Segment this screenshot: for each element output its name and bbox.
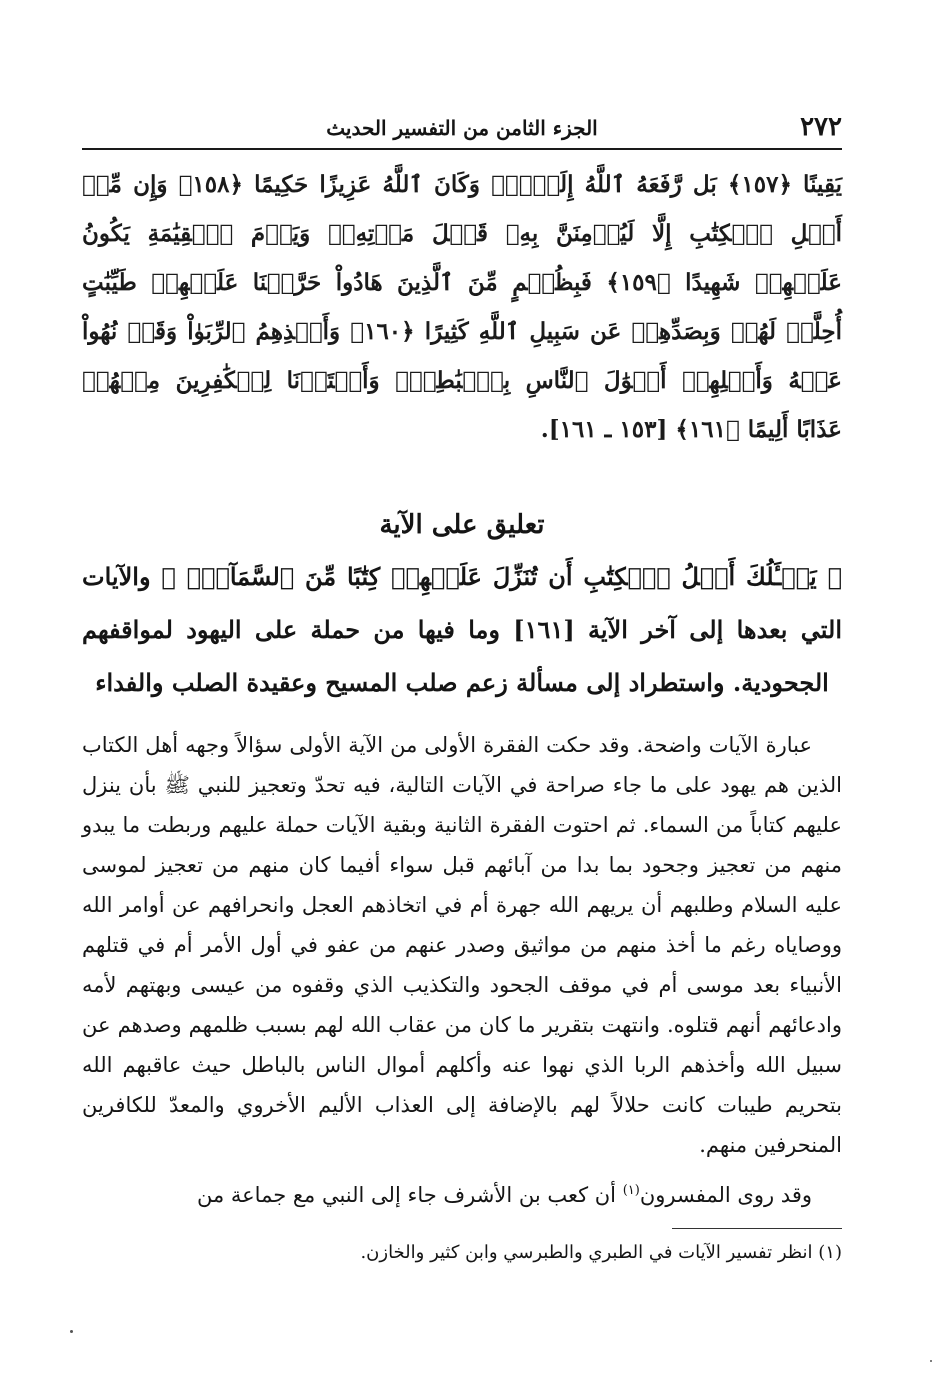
section-heading: تعليق على الآية [379,510,545,540]
running-head: الجزء الثامن من التفسير الحديث [326,116,598,140]
body-paragraph-2 [82,1175,842,1215]
footnote-marker: (١) [622,1183,640,1198]
verse-range: [١٥٣ ـ ١٦١]. [540,416,668,443]
verses-text: يَقِينًا ﴿١٥٧﴾ بَل رَّفَعَهُ ٱللَّهُ إِلَيۡهِۚ وَكَانَ ٱللَّهُ عَزِيزًا حَكِيمًا ﴿١٥٨﴾ وَإِن مِّنۡ أَهۡلِ ٱلۡكِتَٰبِ إِلَّا لَيُؤۡمِنَنَّ بِهِۦ قَبۡلَ مَوۡتِهِۦۖ وَيَوۡمَ ٱلۡقِيَٰمَةِ يَكُونُ عَلَيۡهِمۡ شَهِيدًا ﴿١٥٩﴾ فَبِظُلۡمٍ مِّنَ ٱلَّذِينَ هَادُواْ حَرَّمۡنَا عَلَيۡهِمۡ طَيِّبَٰتٍ أُحِلَّتۡ لَهُمۡ وَبِصَدِّهِمۡ عَن سَبِيلِ ٱللَّهِ كَثِيرًا ﴿١٦٠﴾ وَأَخۡذِهِمُ ٱلرِّبَوٰاْ وَقَدۡ نُهُواْ عَنۡهُ وَأَكۡلِهِمۡ أَمۡوَٰلَ ٱلنَّاسِ بِٱلۡبَٰطِلِۚ وَأَعۡتَدۡنَا لِلۡكَٰفِرِينَ مِنۡهُمۡ عَذَابًا أَلِيمًا ﴿١٦١﴾ [82,171,842,443]
footnote-separator [672,1228,842,1229]
paragraph-2-start: وقد روى المفسرون [639,1183,812,1207]
scan-speck [70,1330,73,1333]
scan-speck [930,1360,932,1362]
footnote: (١) انظر تفسير الآيات في الطبري والطبرسي وابن كثير والخازن. [360,1242,842,1263]
paragraph-2-end: أن كعب بن الأشرف جاء إلى النبي مع جماعة من [196,1183,623,1207]
body-paragraph-1: عبارة الآيات واضحة. وقد حكت الفقرة الأولى من الآية الأولى سؤالاً وجهه أهل الكتاب الذين هم يهود على ما جاء صراحة في الآيات التالية، فيه تحدّ وتعجيز للنبي ﷺ بأن ينزل عليهم كتاباً من السماء. ثم احتوت الفقرة الثانية وبقية الآيات حملة عليهم وربطت ما يبدو منهم من تعجيز وجحود بما بدا من آبائهم قبل سواء أفيما كان منهم من تعجيز لموسى عليه السلام وطلبهم أن يريهم الله جهرة أم في اتخاذهم العجل وانحرافهم عن أوامر الله ووصاياه رغم ما أخذ منهم من مواثيق وصدر عنهم من عفو في أول الأمر أم في قتلهم الأنبياء بعد موسى أم في موقف الجحود والتكذيب الذي وقفوه من عيسى وبهتهم لأمه وادعائهم أنهم قتلوه. وانتهت بتقرير ما كان من عقاب الله لهم بسبب ظلمهم وصدهم عن سبيل الله وأخذهم الربا الذي نهوا عنه وأكلهم أموال الناس بالباطل حيث عاقبهم الله بتحريم طيبات كانت حلالاً لهم بالإضافة إلى العذاب الأليم الأخروي والمعدّ للكافرين المنحرفين منهم. [82,733,842,1157]
book-page [82,110,842,1263]
quran-verses [82,160,842,454]
section-subheading: ﴿ يَسۡـَٔلُكَ أَهۡلُ ٱلۡكِتَٰبِ أَن تُنَزِّلَ عَلَيۡهِمۡ كِتَٰبًا مِّنَ ٱلسَّمَآءِۚ ﴾ والآيات التي بعدها إلى آخر الآية [١٦١] وما فيها من حملة على اليهود لمواقفهم الجحودية. واستطراد إلى مسألة زعم صلب المسيح وعقيدة الصلب والفداء [82,562,842,697]
page-header [82,110,842,150]
page-number: ٢٧٢ [800,112,842,142]
